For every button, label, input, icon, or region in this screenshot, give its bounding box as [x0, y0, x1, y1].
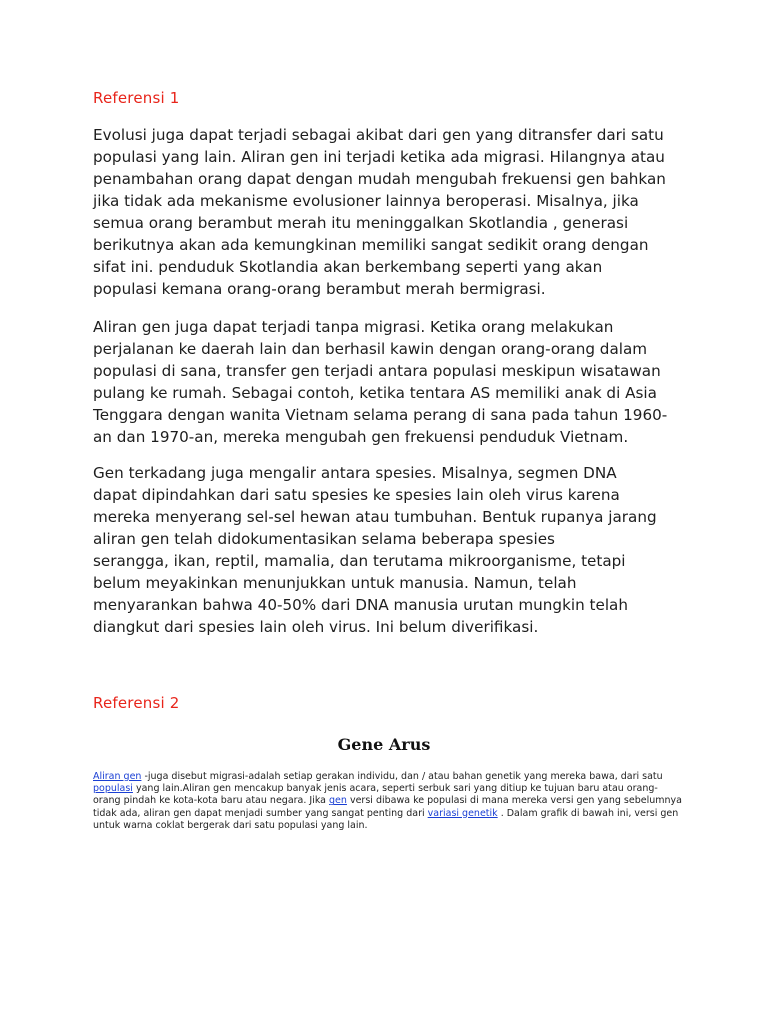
text-segment-2: yang lain.Aliran gen mencakup banyak jenis acara, seperti serbuk sari yang ditiup ke tujuan baru atau orang-orang pindah ke kota-kota baru atau negara. Jika [93, 783, 658, 807]
reference-1-paragraph-1: Evolusi juga dapat terjadi sebagai akibat dari gen yang ditransfer dari satu populasi yang lain. Aliran gen ini terjadi ketika ada migrasi. Hilangnya atau penambahan orang dapat dengan mudah mengubah frekuensi gen bahkan jika tidak ada mekanisme evolusioner lainnya beroperasi. Misalnya, jika semua orang berambut merah itu meninggalkan Skotlandia , generasi berikutnya akan ada kemungkinan memiliki sangat sedikit orang dengan sifat ini. penduduk Skotlandia akan berkembang seperti yang akan populasi kemana orang-orang berambut merah bermigrasi. [93, 126, 666, 298]
reference-2-paragraph [93, 771, 683, 832]
link-variasi-genetik[interactable]: variasi genetik [427, 807, 498, 819]
reference-1-paragraph-2: Aliran gen juga dapat terjadi tanpa migrasi. Ketika orang melakukan perjalanan ke daerah lain dan berhasil kawin dengan orang-orang dalam populasi di sana, transfer gen terjadi antara populasi meskipun wisatawan pulang ke rumah. Sebagai contoh, ketika tentara AS memiliki anak di Asia Tenggara dengan wanita Vietnam selama perang di sana pada tahun 1960- an dan 1970-an, mereka mengubah gen frekuensi penduduk Vietnam. [93, 318, 668, 446]
reference-1-paragraph-3: Gen terkadang juga mengalir antara spesies. Misalnya, segmen DNA dapat dipindahkan dari satu spesies ke spesies lain oleh virus karena mereka menyerang sel-sel hewan atau tumbuhan. Bentuk rupanya jarang aliran gen telah didokumentasikan selama beberapa spesies serangga, ikan, reptil, mamalia, dan terutama mikroorganisme, tetapi belum meyakinkan menunjukkan untuk manusia. Namun, telah menyarankan bahwa 40-50% dari DNA manusia urutan mungkin telah diangkut dari spesies lain oleh virus. Ini belum diverifikasi. [93, 464, 657, 636]
link-gen[interactable]: gen [329, 795, 347, 807]
link-populasi[interactable]: populasi [93, 783, 133, 795]
reference-2-heading: Referensi 2 [93, 694, 180, 712]
gene-arus-title: Gene Arus [337, 735, 431, 754]
text-segment-1: -juga disebut migrasi-adalah setiap gerakan individu, dan / atau bahan genetik yang mereka bawa, dari satu [141, 771, 663, 782]
link-aliran-gen[interactable]: Aliran gen [93, 771, 142, 782]
text-segment-3: versi dibawa ke populasi di mana mereka versi gen yang sebelumnya tidak ada, aliran gen dapat menjadi sumber yang sangat penting dari [93, 795, 682, 819]
reference-1-heading: Referensi 1 [93, 89, 180, 107]
text-segment-4: . Dalam grafik di bawah ini, versi gen untuk warna coklat bergerak dari satu populasi yang lain. [93, 807, 679, 831]
